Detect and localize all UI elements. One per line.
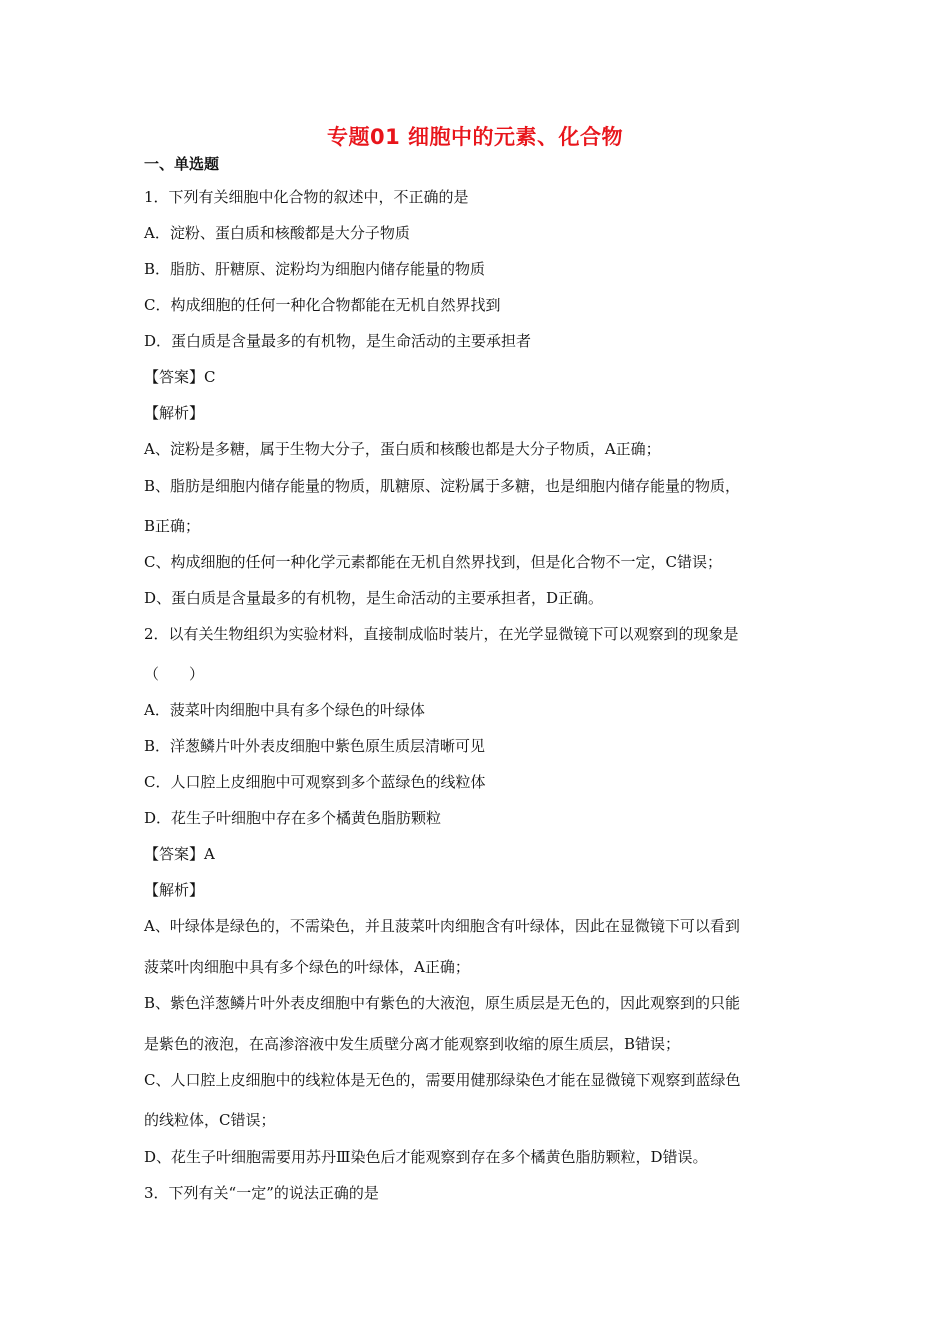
question-1-answer: 【答案】C: [144, 368, 216, 386]
question-3-stem: 3．下列有关“一定”的说法正确的是: [144, 1184, 379, 1202]
question-2-analysis-line: D、花生子叶细胞需要用苏丹Ⅲ染色后才能观察到存在多个橘黄色脂肪颗粒，D错误。: [144, 1148, 708, 1166]
question-2-stem-paren: （ ）: [144, 665, 205, 683]
question-1-analysis-line: C、构成细胞的任何一种化学元素都能在无机自然界找到，但是化合物不一定，C错误；: [144, 553, 722, 571]
question-1-option-b: B．脂肪、肝糖原、淀粉均为细胞内储存能量的物质: [144, 260, 486, 278]
question-2-analysis-label: 【解析】: [144, 881, 205, 899]
question-2-option-c: C．人口腔上皮细胞中可观察到多个蓝绿色的线粒体: [144, 773, 486, 791]
question-2-option-b: B．洋葱鳞片叶外表皮细胞中紫色原生质层清晰可见: [144, 737, 486, 755]
question-1-option-a: A．淀粉、蛋白质和核酸都是大分子物质: [144, 224, 410, 242]
question-2-analysis-line: 的线粒体，C错误；: [144, 1111, 276, 1129]
question-2-option-d: D．花生子叶细胞中存在多个橘黄色脂肪颗粒: [144, 809, 442, 827]
question-2-analysis-line: A、叶绿体是绿色的，不需染色，并且菠菜叶肉细胞含有叶绿体，因此在显微镜下可以看到: [144, 917, 740, 935]
question-1-stem: 1．下列有关细胞中化合物的叙述中，不正确的是: [144, 188, 469, 206]
question-1-option-c: C．构成细胞的任何一种化合物都能在无机自然界找到: [144, 296, 501, 314]
question-2-stem: 2．以有关生物组织为实验材料，直接制成临时装片，在光学显微镜下可以观察到的现象是: [144, 625, 739, 643]
question-2-option-a: A．菠菜叶肉细胞中具有多个绿色的叶绿体: [144, 701, 425, 719]
question-1-analysis-label: 【解析】: [144, 404, 205, 422]
question-1-analysis-line: B、脂肪是细胞内储存能量的物质，肌糖原、淀粉属于多糖，也是细胞内储存能量的物质，: [144, 477, 741, 495]
question-2-analysis-line: 是紫色的液泡，在高渗溶液中发生质壁分离才能观察到收缩的原生质层，B错误；: [144, 1035, 681, 1053]
question-1-analysis-line: A、淀粉是多糖，属于生物大分子，蛋白质和核酸也都是大分子物质，A正确；: [144, 440, 661, 458]
document-title: 专题01 细胞中的元素、化合物: [326, 125, 624, 149]
question-1-analysis-line: B正确；: [144, 517, 201, 535]
question-2-analysis-line: C、人口腔上皮细胞中的线粒体是无色的，需要用健那绿染色才能在显微镜下观察到蓝绿色: [144, 1071, 741, 1089]
question-2-answer: 【答案】A: [144, 845, 215, 863]
question-1-analysis-line: D、蛋白质是含量最多的有机物，是生命活动的主要承担者，D正确。: [144, 589, 604, 607]
question-1-option-d: D．蛋白质是含量最多的有机物，是生命活动的主要承担者: [144, 332, 532, 350]
question-2-analysis-line: B、紫色洋葱鳞片叶外表皮细胞中有紫色的大液泡，原生质层是无色的，因此观察到的只能: [144, 994, 741, 1012]
section-heading: 一、单选题: [144, 155, 220, 173]
question-2-analysis-line: 菠菜叶肉细胞中具有多个绿色的叶绿体，A正确；: [144, 958, 470, 976]
